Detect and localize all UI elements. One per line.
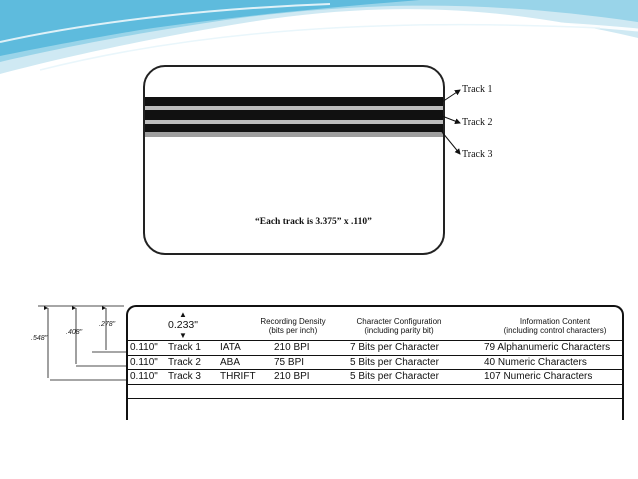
track-spec-diagram [30,298,630,416]
row-3-config: 5 Bits per Character [350,371,439,382]
row-1-info: 79 Alphanumeric Characters [484,342,611,353]
track-size-note: “Each track is 3.375” x .110” [255,217,372,227]
row-3-density: 210 BPI [274,371,310,382]
row-1-density: 210 BPI [274,342,310,353]
arrow-down-icon: ▼ [179,331,187,340]
header-information-content: Information Content (including control characters) [503,317,607,335]
row-2-width: 0.110" [130,357,158,368]
track-3-label: Track 3 [462,149,493,160]
row-1-standard: IATA [220,342,241,353]
row-1-config: 7 Bits per Character [350,342,439,353]
header-recording-density: Recording Density (bits per inch) [260,317,326,335]
track-1-label: Track 1 [462,84,493,95]
row-3-info: 107 Numeric Characters [484,371,593,382]
row-divider [128,398,622,399]
row-2-config: 5 Bits per Character [350,357,439,368]
header-character-configuration: Character Configuration (including parity bit) [356,317,442,335]
row-divider [128,384,622,385]
header-width-label: 0.233" [168,319,199,331]
dimension-408-label: .408" [66,329,83,336]
row-2-density: 75 BPI [274,357,305,368]
track-3-arrow [442,132,460,154]
row-1-width: 0.110" [130,342,158,353]
card-diagram [140,62,510,257]
row-2-info: 40 Numeric Characters [484,357,587,368]
row-3-standard: THRIFT [220,371,256,382]
track-1-arrow [442,90,460,102]
row-3-track: Track 3 [168,371,201,382]
row-divider [128,369,622,370]
track-2-arrow [442,116,460,123]
row-divider [128,355,622,356]
track-2-label: Track 2 [462,117,493,128]
spec-table [126,305,624,420]
row-1-track: Track 1 [168,342,201,353]
dimension-lines [30,298,140,416]
row-2-standard: ABA [220,357,241,368]
dimension-278-label: .278" [99,321,116,328]
arrow-up-icon: ▲ [179,310,187,319]
track-pointer-arrows [140,62,510,257]
row-2-track: Track 2 [168,357,201,368]
row-3-width: 0.110" [130,371,158,382]
row-divider [128,340,622,341]
dimension-548-label: .548" [31,335,48,342]
